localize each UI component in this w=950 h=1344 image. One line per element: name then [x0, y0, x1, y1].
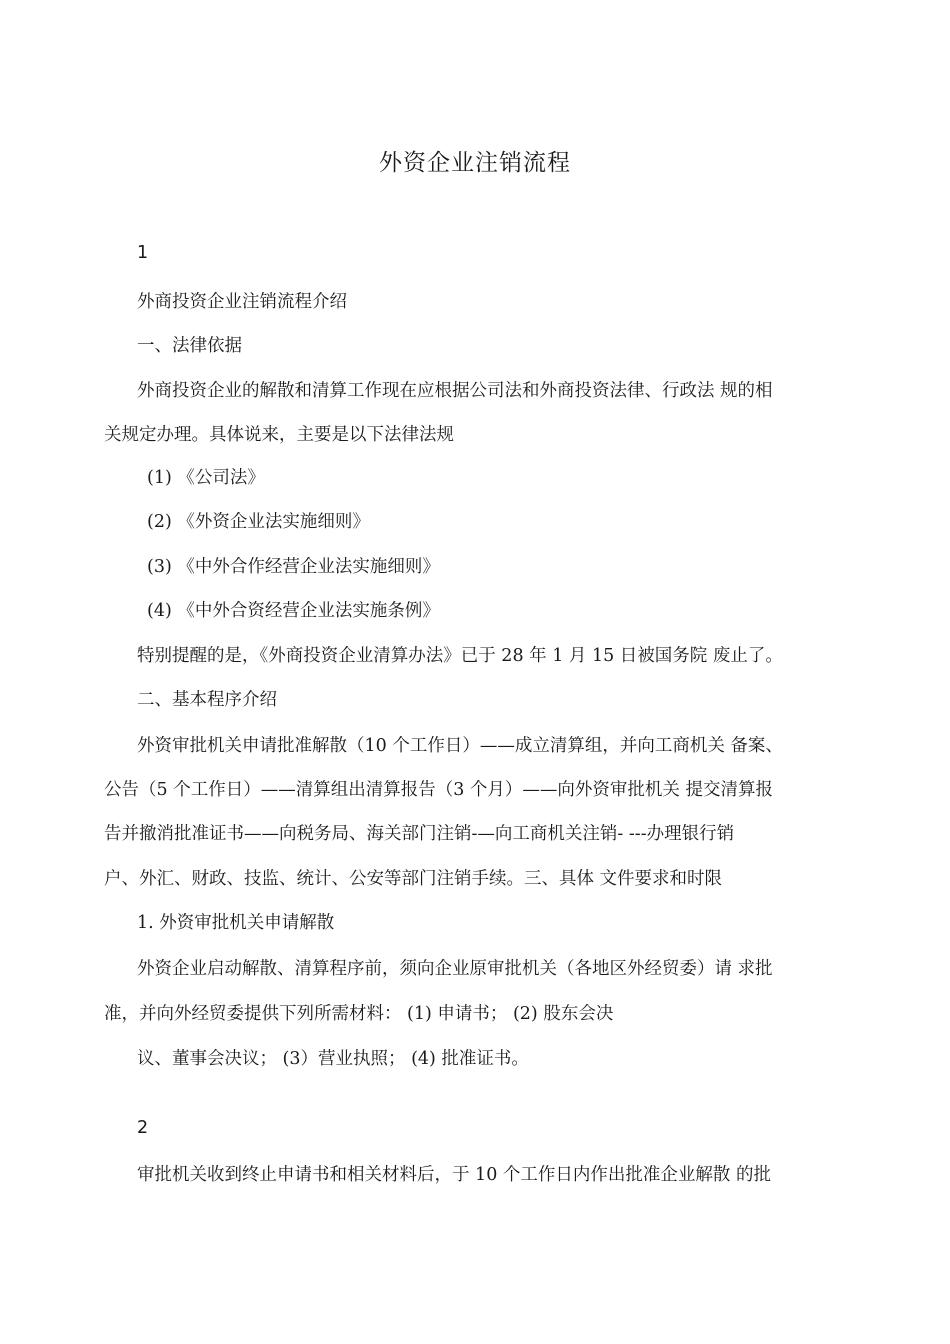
- list-item: (1) 《公司法》: [147, 468, 265, 488]
- paragraph-line: 外商投资企业的解散和清算工作现在应根据公司法和外商投资法律、行政法 规的相: [137, 381, 773, 401]
- paragraph-line: 准，并向外经贸委提供下列所需材料： (1) 申请书； (2) 股东会决: [104, 1004, 614, 1024]
- list-item: (2) 《外资企业法实施细则》: [147, 512, 370, 532]
- paragraph-line: 户、外汇、财政、技监、统计、公安等部门注销手续。三、具体 文件要求和时限: [104, 869, 723, 889]
- paragraph-line: 审批机关收到终止申请书和相关材料后，于 10 个工作日内作出批准企业解散 的批: [137, 1165, 771, 1185]
- list-item: (3) 《中外合作经营企业法实施细则》: [147, 557, 440, 577]
- paragraph-line: 公告（5 个工作日）——清算组出清算报告（3 个月）——向外资审批机关 提交清算报: [104, 780, 773, 800]
- paragraph-line: 特别提醒的是，《外商投资企业清算办法》已于 28 年 1 月 15 日被国务院 废止了。: [137, 646, 783, 666]
- paragraph-line: 外资企业启动解散、清算程序前，须向企业原审批机关（各地区外经贸委）请 求批: [137, 959, 773, 979]
- paragraph-line: 告并撤消批准证书——向税务局、海关部门注销-—向工商机关注销- ---办理银行销: [104, 824, 735, 844]
- section-heading: 二、基本程序介绍: [137, 690, 277, 710]
- list-item: (4) 《中外合资经营企业法实施条例》: [147, 601, 440, 621]
- document-title: 外资企业注销流程: [379, 150, 571, 176]
- page-number: 2: [137, 1118, 149, 1138]
- section-heading: 1. 外资审批机关申请解散: [137, 913, 335, 933]
- section-heading: 一、法律依据: [137, 336, 242, 356]
- section-heading: 外商投资企业注销流程介绍: [137, 292, 347, 312]
- paragraph-line: 关规定办理。具体说来，主要是以下法律法规: [104, 425, 454, 445]
- paragraph-line: 议、董事会决议； (3）营业执照； (4) 批准证书。: [137, 1049, 529, 1069]
- page-number: 1: [137, 243, 149, 263]
- paragraph-line: 外资审批机关申请批准解散（10 个工作日）——成立清算组，并向工商机关 备案、: [137, 736, 783, 756]
